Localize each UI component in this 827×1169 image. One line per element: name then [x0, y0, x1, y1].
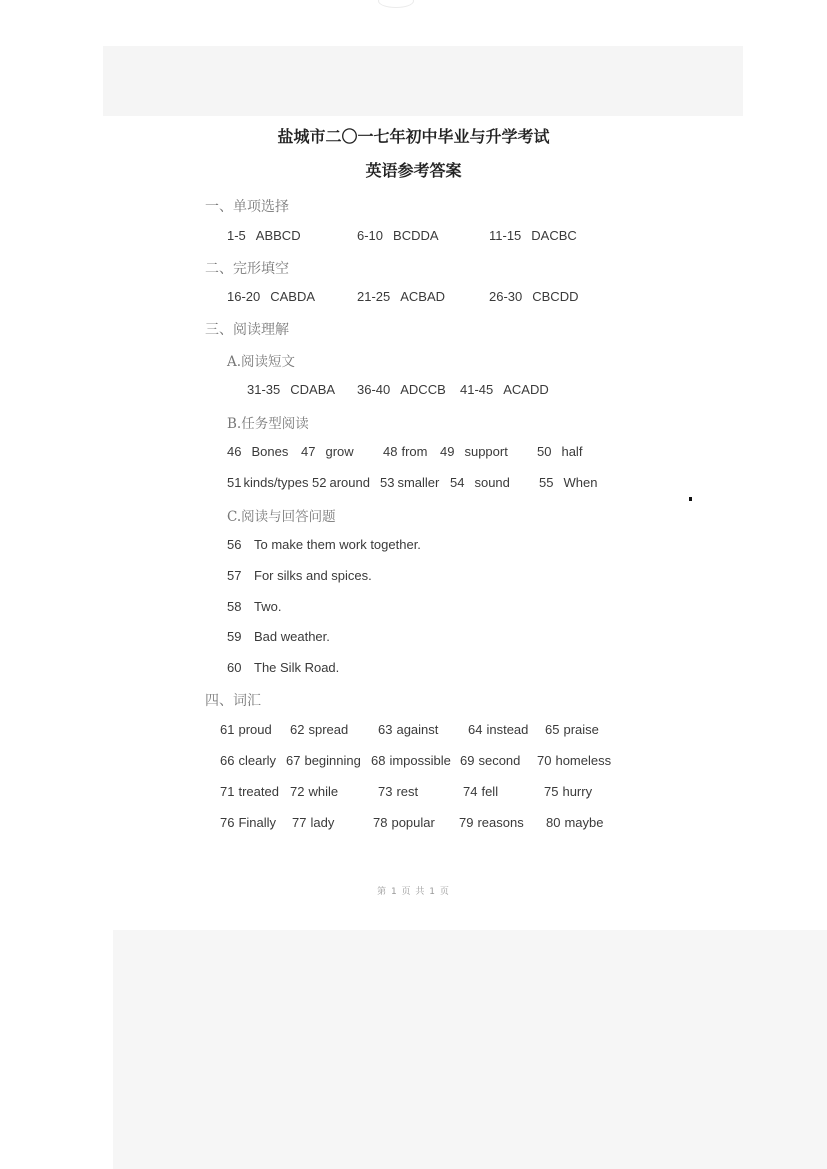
question-number: 63 — [378, 722, 393, 737]
question-number: 52 — [312, 475, 327, 490]
answer-word: praise — [563, 722, 599, 737]
answer-group — [357, 382, 446, 397]
subsection-label-a — [227, 350, 295, 370]
answer-word: against — [396, 722, 439, 737]
range-label: 26-30 — [489, 289, 523, 304]
vocab-item — [373, 815, 435, 830]
answer-word: while — [308, 784, 339, 799]
vocab-item — [286, 753, 361, 768]
answer-row-mc — [227, 228, 627, 248]
answer-word: sound — [474, 475, 510, 490]
answer-line — [227, 660, 339, 675]
question-number: 70 — [537, 753, 552, 768]
vocab-item — [459, 815, 524, 830]
vocab-item — [468, 722, 528, 737]
question-number: 56 — [227, 537, 242, 552]
answer-item — [537, 444, 582, 459]
vocab-item — [378, 722, 438, 737]
answer-sentence: To make them work together. — [254, 537, 421, 552]
vocab-item — [290, 784, 338, 799]
answer-group — [489, 228, 577, 243]
question-number: 55 — [539, 475, 554, 490]
vocab-item — [292, 815, 334, 830]
range-label: 36-40 — [357, 382, 391, 397]
question-number: 47 — [301, 444, 316, 459]
answer-line — [227, 599, 281, 614]
answer-word: spread — [308, 722, 349, 737]
vocab-item — [463, 784, 498, 799]
answer-word: beginning — [304, 753, 361, 768]
answer-group — [227, 228, 301, 243]
question-number: 53 — [380, 475, 395, 490]
scan-speck — [689, 497, 692, 501]
document-subtitle: 英语参考答案 — [365, 161, 462, 180]
question-number: 62 — [290, 722, 305, 737]
answer-letters: CABDA — [270, 289, 316, 304]
answer-item — [227, 475, 309, 490]
answer-sentence: Bad weather. — [254, 629, 330, 644]
answer-group — [489, 289, 578, 304]
range-label: 1-5 — [227, 228, 246, 243]
answer-item — [539, 475, 597, 490]
vocab-item — [378, 784, 418, 799]
question-number: 48 — [383, 444, 398, 459]
answer-word: treated — [238, 784, 279, 799]
range-label: 16-20 — [227, 289, 261, 304]
document-title: 盐城市二〇一七年初中毕业与升学考试 — [277, 127, 550, 146]
question-number: 74 — [463, 784, 478, 799]
answer-group — [227, 289, 315, 304]
subsection-label-text: A.阅读短文 — [227, 354, 296, 370]
answer-line — [227, 537, 421, 552]
section-heading-vocabulary: 四、词汇 — [205, 693, 261, 709]
answer-item — [301, 444, 354, 459]
range-label: 41-45 — [460, 382, 494, 397]
answer-letters: DACBC — [531, 228, 577, 243]
answer-group — [357, 228, 439, 243]
answer-item — [383, 444, 427, 459]
answer-word: homeless — [555, 753, 612, 768]
answer-sentence: Two. — [254, 599, 282, 614]
answer-letters: ACBAD — [400, 289, 446, 304]
answer-letters: ADCCB — [400, 382, 446, 397]
answer-group — [460, 382, 549, 397]
answer-sentence: For silks and spices. — [254, 568, 372, 583]
vocab-row — [220, 815, 620, 835]
question-number: 57 — [227, 568, 242, 583]
watermark-mark — [378, 0, 414, 8]
question-number: 54 — [450, 475, 465, 490]
question-number: 66 — [220, 753, 235, 768]
question-number: 58 — [227, 599, 242, 614]
question-number: 69 — [460, 753, 475, 768]
vocab-row — [220, 753, 620, 773]
answer-word: maybe — [564, 815, 604, 830]
answer-word: When — [563, 475, 598, 490]
vocab-item — [290, 722, 348, 737]
section-heading-reading: 三、阅读理解 — [205, 322, 289, 338]
question-number: 78 — [373, 815, 388, 830]
answer-word: hurry — [562, 784, 593, 799]
question-number: 46 — [227, 444, 242, 459]
answer-row-reading-b1 — [227, 444, 627, 464]
answer-word: proud — [238, 722, 272, 737]
vocab-item — [220, 815, 276, 830]
answer-letters: CDABA — [290, 382, 336, 397]
question-number: 71 — [220, 784, 235, 799]
answer-row-reading-a — [247, 382, 627, 402]
vocab-row — [220, 784, 620, 804]
question-number: 73 — [378, 784, 393, 799]
question-number: 51 — [227, 475, 242, 490]
question-number: 72 — [290, 784, 305, 799]
question-number: 65 — [545, 722, 560, 737]
answer-word: reasons — [477, 815, 524, 830]
answer-row-cloze — [227, 289, 627, 309]
answer-word: impossible — [389, 753, 451, 768]
scan-shading-bottom — [113, 930, 827, 1169]
subsection-label-text: B.任务型阅读 — [227, 416, 309, 432]
answer-letters: ACADD — [503, 382, 549, 397]
answer-word: clearly — [238, 753, 277, 768]
vocab-item — [537, 753, 611, 768]
answer-word: instead — [486, 722, 529, 737]
answer-word: around — [329, 475, 370, 490]
question-number: 76 — [220, 815, 235, 830]
answer-letters: CBCDD — [532, 289, 579, 304]
answer-line — [227, 629, 330, 644]
answer-word: Finally — [238, 815, 277, 830]
question-number: 60 — [227, 660, 242, 675]
question-number: 61 — [220, 722, 235, 737]
answer-line — [227, 568, 372, 583]
scan-shading-top — [103, 46, 743, 116]
vocab-item — [546, 815, 604, 830]
question-number: 68 — [371, 753, 386, 768]
question-number: 75 — [544, 784, 559, 799]
range-label: 21-25 — [357, 289, 391, 304]
page-footer: 第 1 页 共 1 页 — [377, 887, 450, 897]
answer-item — [227, 444, 288, 459]
question-number: 67 — [286, 753, 301, 768]
question-number: 79 — [459, 815, 474, 830]
range-label: 31-35 — [247, 382, 281, 397]
answer-word: Bones — [251, 444, 289, 459]
answer-letters: BCDDA — [393, 228, 439, 243]
range-label: 11-15 — [489, 228, 522, 243]
answer-item — [312, 475, 370, 490]
subsection-label-c — [227, 505, 336, 525]
vocab-item — [220, 753, 276, 768]
vocab-item — [545, 722, 599, 737]
vocab-item — [220, 722, 272, 737]
answer-word: kinds/types — [243, 475, 309, 490]
answer-word: half — [561, 444, 583, 459]
answer-row-reading-b2 — [227, 475, 627, 495]
answer-letters: ABBCD — [255, 228, 301, 243]
vocab-item — [371, 753, 451, 768]
vocab-item — [460, 753, 520, 768]
subsection-label-text: C.阅读与回答问题 — [227, 509, 336, 525]
answer-word: fell — [481, 784, 499, 799]
answer-item — [450, 475, 510, 490]
answer-word: support — [464, 444, 508, 459]
question-number: 50 — [537, 444, 552, 459]
answer-word: from — [401, 444, 428, 459]
question-number: 59 — [227, 629, 242, 644]
question-number: 80 — [546, 815, 561, 830]
answer-word: popular — [391, 815, 435, 830]
section-heading-cloze: 二、完形填空 — [205, 261, 289, 277]
vocab-row — [220, 722, 620, 742]
answer-word: grow — [325, 444, 354, 459]
vocab-item — [544, 784, 592, 799]
range-label: 6-10 — [357, 228, 384, 243]
answer-word: rest — [396, 784, 419, 799]
question-number: 49 — [440, 444, 455, 459]
answer-group — [357, 289, 445, 304]
answer-word: second — [478, 753, 521, 768]
answer-group — [247, 382, 335, 397]
question-number: 64 — [468, 722, 483, 737]
answer-sentence: The Silk Road. — [254, 660, 340, 675]
answer-item — [440, 444, 508, 459]
section-heading-single-choice: 一、单项选择 — [205, 199, 289, 215]
answer-word: lady — [310, 815, 335, 830]
answer-item — [380, 475, 439, 490]
answer-word: smaller — [397, 475, 440, 490]
vocab-item — [220, 784, 279, 799]
question-number: 77 — [292, 815, 307, 830]
subsection-label-b — [227, 412, 309, 432]
